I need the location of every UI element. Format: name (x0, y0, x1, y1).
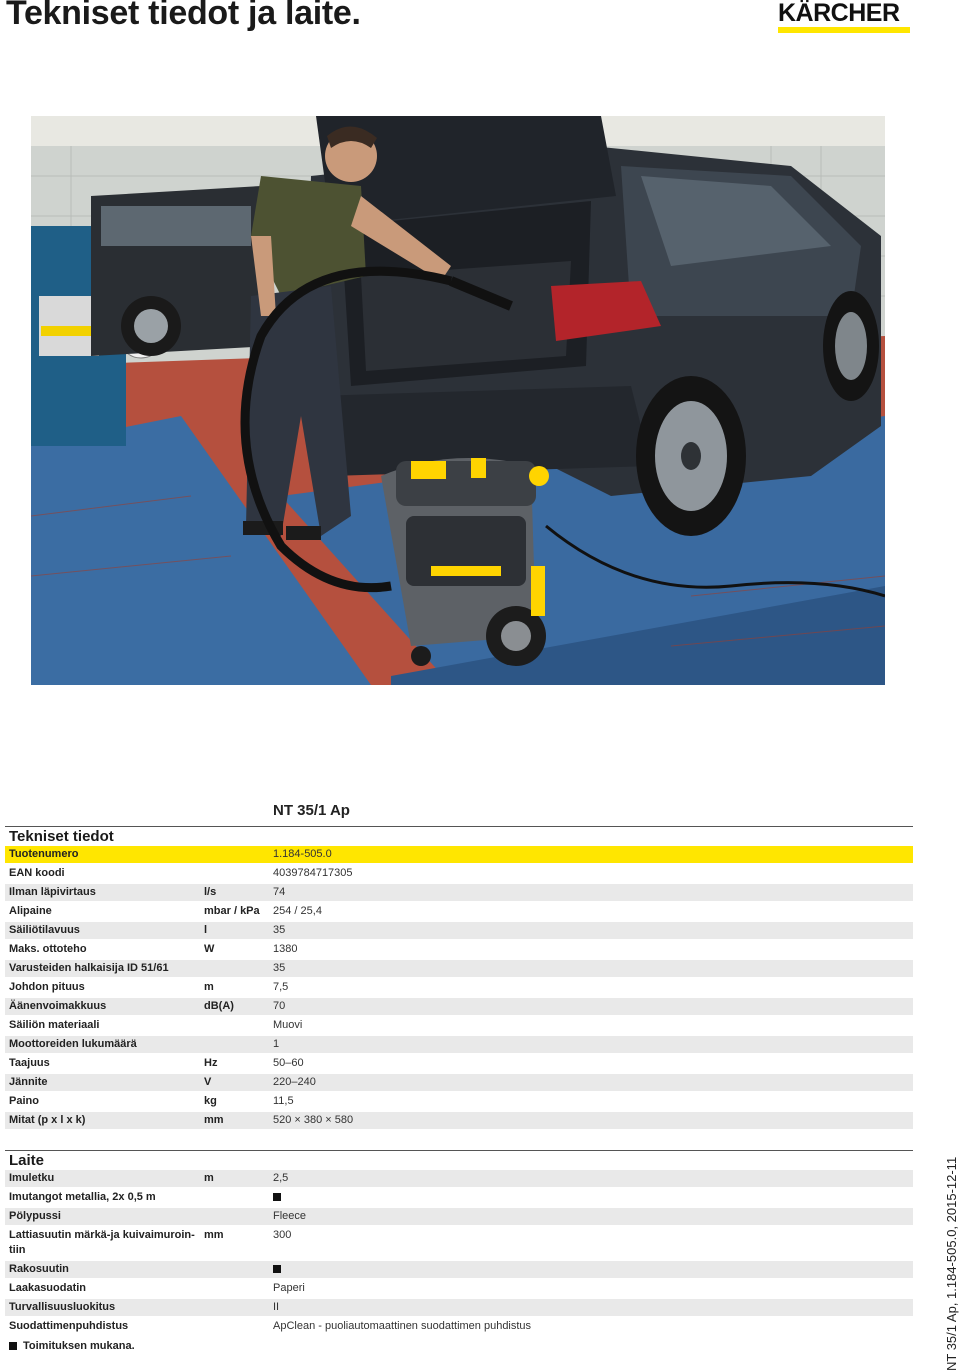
table-row (5, 1280, 913, 1297)
table-row (5, 884, 913, 901)
row-unit: l/s (204, 886, 217, 898)
row-label: Varusteiden halkaisija ID 51/61 (9, 962, 169, 974)
included-square-icon (273, 1193, 281, 1201)
product-model: NT 35/1 Ap (273, 802, 350, 819)
brand-yellow-bar (778, 27, 910, 33)
row-label: Turvallisuusluokitus (9, 1301, 116, 1313)
row-value: ApClean - puoliautomaattinen suodattimen puhdistus (273, 1320, 532, 1332)
row-label: Säiliön materiaali (9, 1019, 100, 1031)
row-value: 1.184-505.0 (273, 848, 332, 860)
row-value: 2,5 (273, 1172, 289, 1184)
row-label: Imuletku (9, 1172, 55, 1184)
workshop-scene-illustration (31, 116, 885, 685)
row-value: 35 (273, 962, 286, 974)
row-label: Jännite (9, 1076, 48, 1088)
row-label: Maks. ottoteho (9, 943, 87, 955)
row-unit: W (204, 943, 215, 955)
row-value: 254 / 25,4 (273, 905, 322, 917)
table-row (5, 1093, 913, 1110)
included-marker (273, 1189, 281, 1206)
row-unit: mm (204, 1229, 224, 1241)
row-value: 74 (273, 886, 286, 898)
row-label: Paino (9, 1095, 39, 1107)
row-unit: mbar / kPa (204, 905, 260, 917)
table-row (5, 1036, 913, 1053)
row-value: Paperi (273, 1282, 305, 1294)
table-row (5, 1017, 913, 1034)
row-label: Taajuus (9, 1057, 50, 1069)
table-row (5, 979, 913, 996)
row-value: 7,5 (273, 981, 289, 993)
row-value: 520 × 380 × 580 (273, 1114, 354, 1126)
row-unit: V (204, 1076, 212, 1088)
footnote-text: Toimituksen mukana. (23, 1340, 135, 1352)
row-unit: kg (204, 1095, 217, 1107)
specs-section (5, 826, 913, 1131)
table-row (5, 1261, 913, 1278)
included-square-icon (273, 1265, 281, 1273)
row-label: Imutangot metallia, 2x 0,5 m (9, 1191, 156, 1203)
row-label-line2: tiin (9, 1244, 26, 1256)
equipment-heading: Laite (9, 1152, 45, 1169)
row-label: Ilman läpivirtaus (9, 886, 96, 898)
table-row (5, 998, 913, 1015)
table-row (5, 1074, 913, 1091)
row-value: 1 (273, 1038, 280, 1050)
table-row (5, 846, 913, 863)
row-value: 300 (273, 1229, 292, 1241)
row-label: Säiliötilavuus (9, 924, 80, 936)
table-row (5, 1055, 913, 1072)
row-value: Fleece (273, 1210, 307, 1222)
row-label: Laakasuodatin (9, 1282, 87, 1294)
row-unit: Hz (204, 1057, 218, 1069)
row-unit: mm (204, 1114, 224, 1126)
row-unit: l (204, 924, 208, 936)
row-label: Alipaine (9, 905, 52, 917)
product-photo (31, 116, 885, 685)
row-label: Suodattimenpuhdistus (9, 1320, 129, 1332)
table-row (5, 1189, 913, 1206)
row-unit: m (204, 1172, 214, 1184)
table-row (5, 1170, 913, 1187)
row-unit: m (204, 981, 214, 993)
page-title: Tekniset tiedot ja laite. (6, 0, 361, 32)
row-label-line1: Lattiasuutin märkä-ja kuivaimuroin- (9, 1229, 195, 1241)
row-label: Pölypussi (9, 1210, 61, 1222)
row-label: EAN koodi (9, 867, 65, 879)
row-value: Muovi (273, 1019, 303, 1031)
table-row (5, 941, 913, 958)
row-label: Mitat (p x l x k) (9, 1114, 86, 1126)
row-value: 50–60 (273, 1057, 304, 1069)
table-row (5, 865, 913, 882)
karcher-logo (778, 0, 912, 34)
table-row (5, 1227, 913, 1259)
table-row (5, 960, 913, 977)
row-value: 11,5 (273, 1095, 294, 1107)
row-value: 4039784717305 (273, 867, 353, 879)
equipment-section (5, 1150, 913, 1337)
row-unit: dB(A) (204, 1000, 234, 1012)
row-value: II (273, 1301, 280, 1313)
row-value: 220–240 (273, 1076, 316, 1088)
table-row (5, 922, 913, 939)
row-label: Moottoreiden lukumäärä (9, 1038, 137, 1050)
table-row (5, 1318, 913, 1335)
row-label: Tuotenumero (9, 848, 79, 860)
table-row (5, 903, 913, 920)
brand-wordmark: KÄRCHER (778, 0, 900, 27)
document-reference: NT 35/1 Ap, 1.184-505.0, 2015-12-11 (944, 1156, 959, 1371)
specs-heading: Tekniset tiedot (9, 828, 114, 845)
table-row (5, 1299, 913, 1316)
row-label (9, 1227, 197, 1258)
table-row (5, 1112, 913, 1129)
row-value: 70 (273, 1000, 286, 1012)
row-value: 1380 (273, 943, 298, 955)
included-square-icon (9, 1342, 17, 1350)
footnote (9, 1340, 135, 1352)
row-label: Äänenvoimakkuus (9, 1000, 107, 1012)
table-row (5, 1208, 913, 1225)
row-value: 35 (273, 924, 286, 936)
row-label: Johdon pituus (9, 981, 85, 993)
row-label: Rakosuutin (9, 1263, 69, 1275)
included-marker (273, 1261, 281, 1278)
